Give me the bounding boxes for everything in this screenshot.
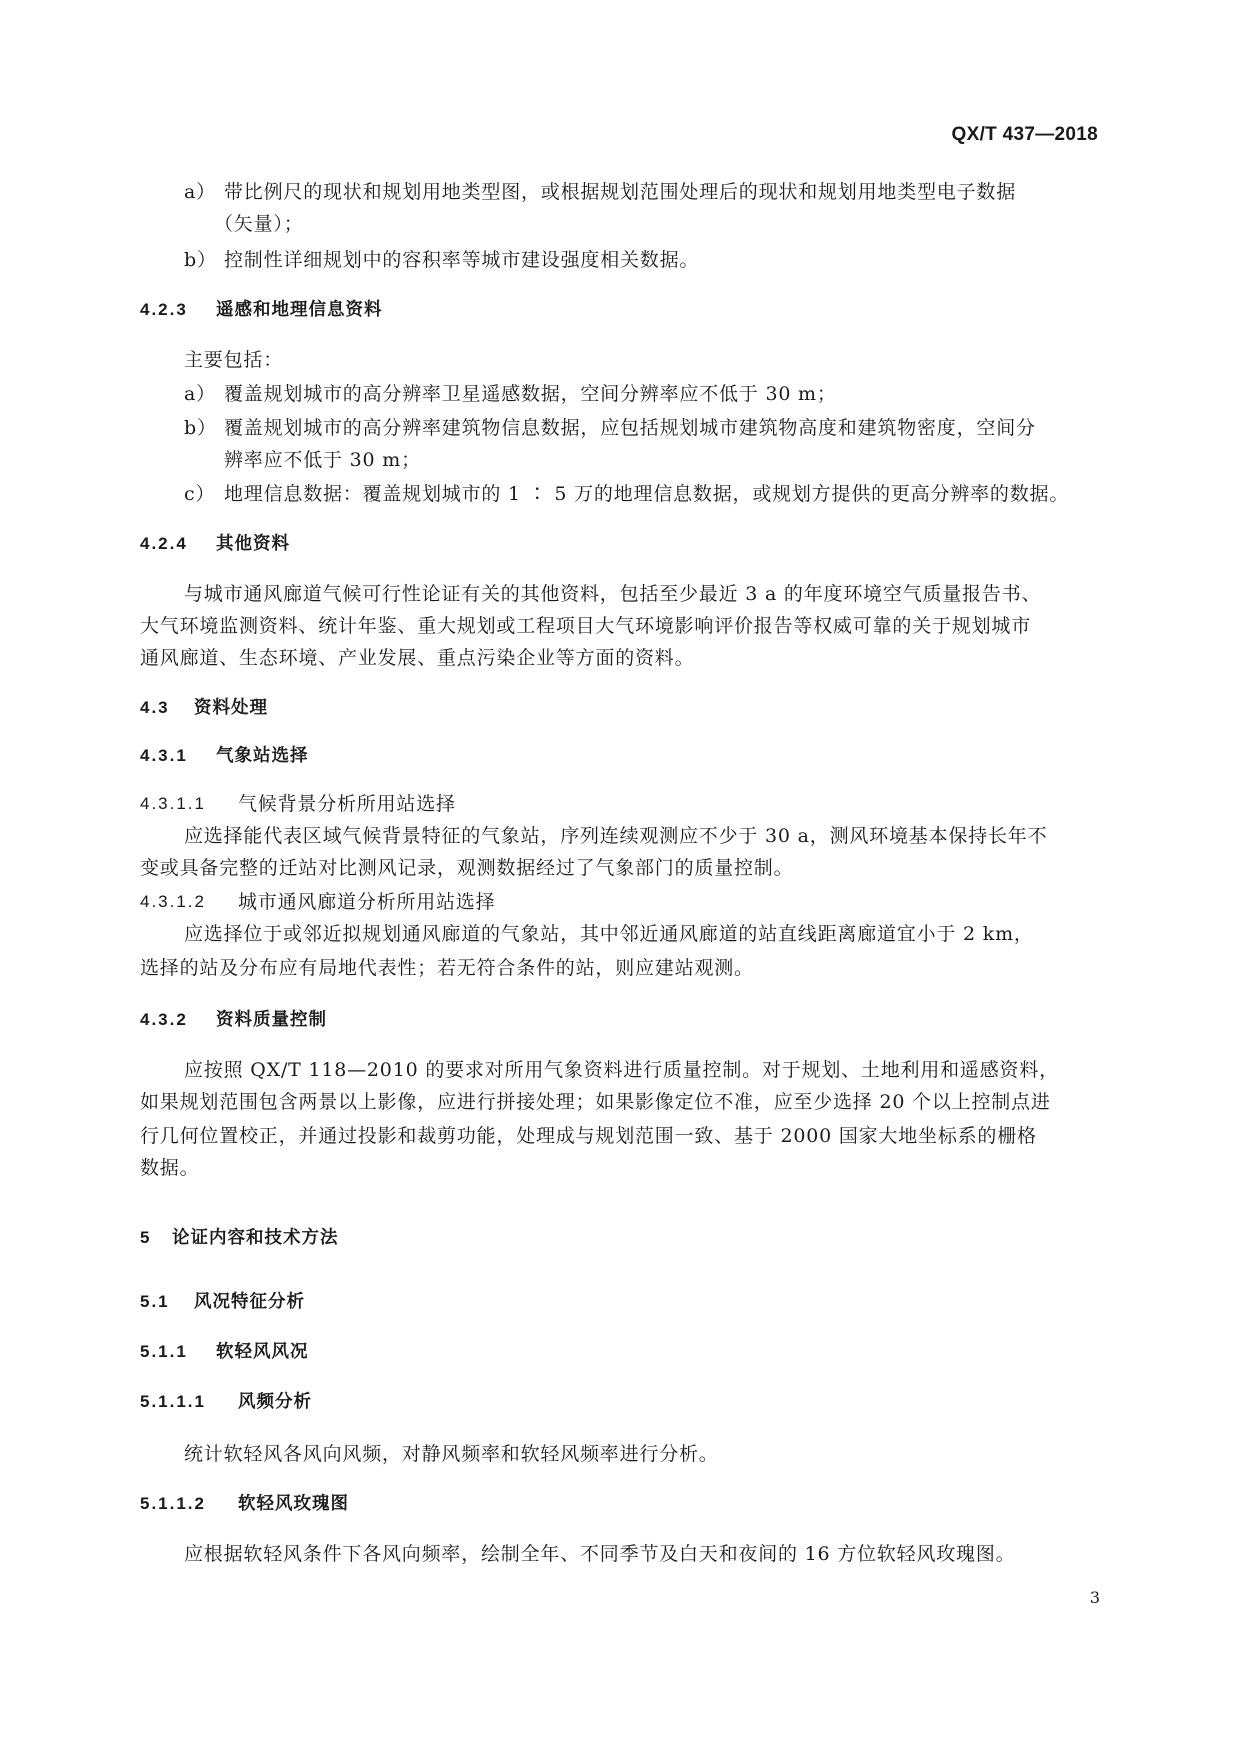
section-number: 4.3.2 — [140, 1010, 188, 1029]
list-marker: b） — [184, 249, 217, 271]
paragraph-text: 数据。 — [140, 1157, 200, 1179]
section-number: 4.2.3 — [140, 300, 188, 319]
paragraph-text: 应根据软轻风条件下各风向频率，绘制全年、不同季节及白天和夜间的 16 方位软轻风玫瑰图。 — [184, 1543, 1016, 1565]
section-number: 5.1.1 — [140, 1342, 188, 1361]
section-title: 风况特征分析 — [194, 1292, 305, 1312]
list-text: 覆盖规划城市的高分辨率建筑物信息数据，应包括规划城市建筑物高度和建筑物密度，空间分 — [224, 417, 1036, 439]
section-title: 资料质量控制 — [216, 1010, 327, 1030]
list-marker: c） — [184, 483, 216, 505]
paragraph-text: 通风廊道、生态环境、产业发展、重点污染企业等方面的资料。 — [140, 647, 695, 669]
paragraph-text: 应选择位于或邻近拟规划通风廊道的气象站，其中邻近通风廊道的站直线距离廊道宜小于 2 km， — [184, 923, 1034, 945]
standard-code: QX/T 437—2018 — [951, 124, 1098, 145]
list-marker: a） — [184, 383, 216, 405]
section-title: 其他资料 — [216, 534, 290, 554]
paragraph-text: 主要包括： — [184, 349, 284, 371]
list-text: 辨率应不低于 30 m； — [224, 449, 421, 471]
section-number: 4.3.1.2 — [140, 892, 206, 911]
list-text: 覆盖规划城市的高分辨率卫星遥感数据，空间分辨率应不低于 30 m； — [224, 383, 837, 405]
section-title: 论证内容和技术方法 — [172, 1228, 339, 1248]
paragraph-text: 应选择能代表区域气候背景特征的气象站，序列连续观测应不少于 30 a，测风环境基本保持长年不 — [184, 825, 1048, 847]
section-number: 4.2.4 — [140, 534, 188, 553]
section-title: 气候背景分析所用站选择 — [238, 793, 456, 815]
section-title: 软轻风玫瑰图 — [238, 1494, 349, 1514]
list-marker: a） — [184, 181, 216, 203]
section-title: 气象站选择 — [216, 746, 309, 766]
section-number: 4.3.1.1 — [140, 794, 206, 813]
section-title: 资料处理 — [194, 698, 268, 718]
paragraph-text: 如果规划范围包含两景以上影像，应进行拼接处理；如果影像定位不准，应至少选择 20 个以上控制点进 — [140, 1091, 1051, 1113]
section-number: 5.1 — [140, 1292, 170, 1311]
page-number: 3 — [1089, 1588, 1100, 1607]
paragraph-text: 行几何位置校正，并通过投影和裁剪功能，处理成与规划范围一致、基于 2000 国家大地坐标系的栅格 — [140, 1125, 1037, 1147]
list-marker: b） — [184, 417, 217, 439]
list-text: 带比例尺的现状和规划用地类型图，或根据规划范围处理后的现状和规划用地类型电子数据 — [224, 181, 1017, 203]
paragraph-text: 大气环境监测资料、统计年鉴、重大规划或工程项目大气环境影响评价报告等权威可靠的关于规划城市 — [140, 615, 1032, 637]
section-title: 城市通风廊道分析所用站选择 — [238, 891, 496, 913]
paragraph-text: 变或具备完整的迁站对比测风记录，观测数据经过了气象部门的质量控制。 — [140, 857, 794, 879]
section-title: 遥感和地理信息资料 — [216, 300, 383, 320]
section-number: 5.1.1.1 — [140, 1392, 206, 1411]
paragraph-text: 与城市通风廊道气候可行性论证有关的其他资料，包括至少最近 3 a 的年度环境空气质量报告书、 — [184, 583, 1042, 605]
paragraph-text: 应按照 QX/T 118—2010 的要求对所用气象资料进行质量控制。对于规划、土地利用和遥感资料， — [184, 1059, 1059, 1081]
section-number: 4.3 — [140, 698, 170, 717]
list-text: （矢量）； — [214, 213, 304, 235]
paragraph-text: 统计软轻风各风向风频，对静风频率和软轻风频率进行分析。 — [184, 1443, 719, 1465]
list-text: 地理信息数据：覆盖规划城市的 1 ∶ 5 万的地理信息数据，或规划方提供的更高分辨率的数据。 — [224, 483, 1070, 505]
section-number: 5 — [140, 1228, 152, 1247]
section-title: 软轻风风况 — [216, 1342, 309, 1362]
section-title: 风频分析 — [238, 1392, 312, 1412]
paragraph-text: 选择的站及分布应有局地代表性；若无符合条件的站，则应建站观测。 — [140, 957, 754, 979]
section-number: 5.1.1.2 — [140, 1494, 206, 1513]
section-number: 4.3.1 — [140, 746, 188, 765]
list-text: 控制性详细规划中的容积率等城市建设强度相关数据。 — [224, 249, 700, 271]
